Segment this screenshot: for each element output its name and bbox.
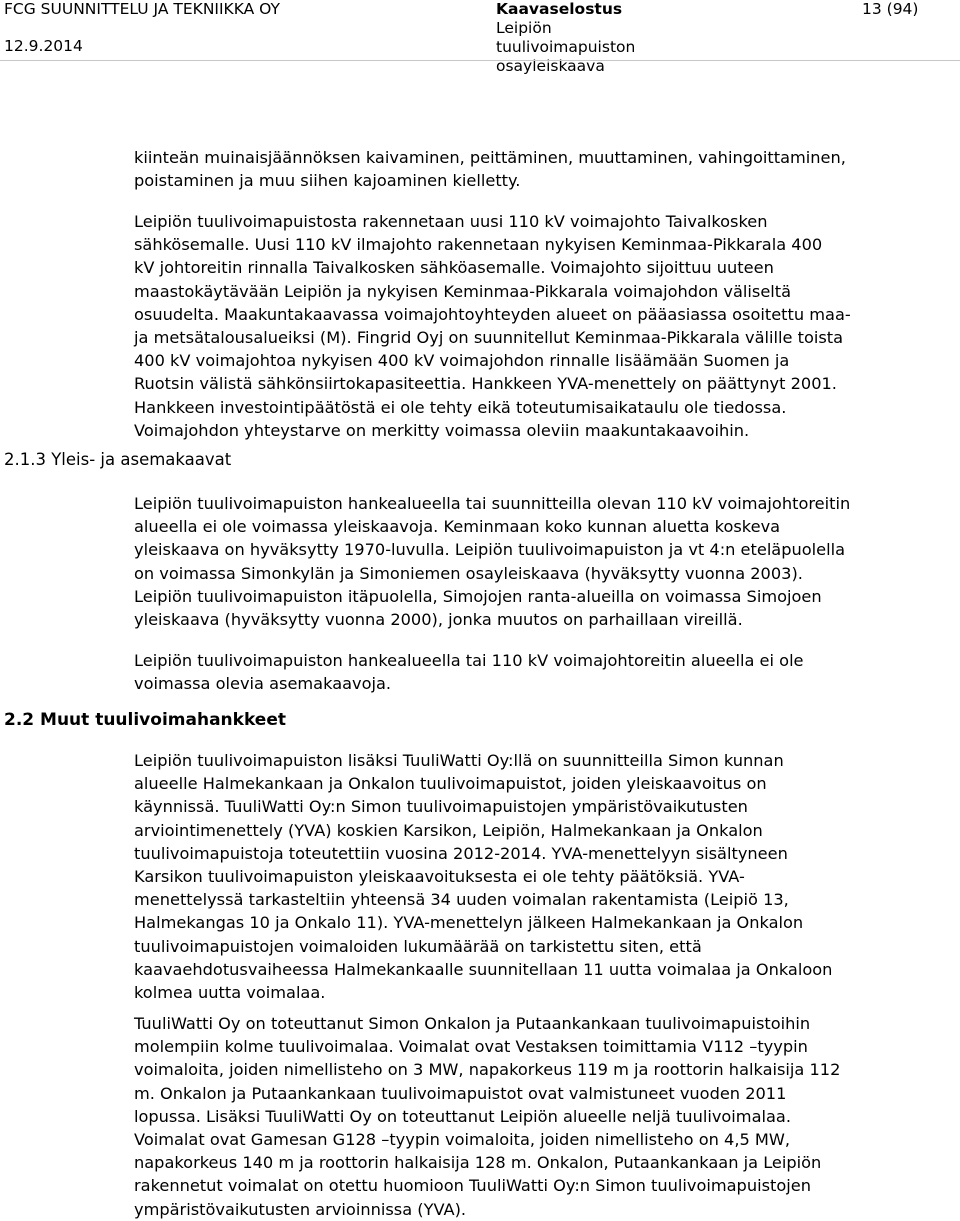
paragraph-yleiskaavat: Leipiön tuulivoimapuiston hankealueella tai suunnitteilla olevan 110 kV voimajohtoreitin alueella ei ole voimassa yleiskaavoja. Keminmaan koko kunnan aluetta koskeva yleiskaava on hyväksytty 1970-luvulla. Leipiön tuulivoimapuiston ja vt 4:n eteläpuolella on voimassa Simonkylän ja Simoniemen osayleiskaava (hyväksytty vuonna 2003). Leipiön tuulivoimapuiston itäpuolella, Simojojen ranta-alueilla on voimassa Simojoen yleiskaava (hyväksytty vuonna 2000), jonka muutos on parhaillaan vireillä. (134, 494, 851, 630)
document-title: Kaavaselostus (496, 0, 623, 18)
paragraph-toteutetut-voimalat: TuuliWatti Oy on toteuttanut Simon Onkalon ja Putaankankaan tuulivoimapuistoihin molempiin kolme tuulivoimalaa. Voimalat ovat Vestaksen toimittamia V112 –tyypin voimaloita, joiden nimellisteho on 3 MW, napakorkeus 119 m ja roottorin halkaisija 112 m. Onkalon ja Putaankankaan tuulivoimapuistot ovat valmistuneet vuoden 2011 lopussa. Lisäksi TuuliWatti Oy on toteuttanut Leipiön alueelle neljä tuulivoimalaa. Voimalat ovat Gamesan G128 –tyypin voimaloita, joiden nimellisteho on 4,5 MW, napakorkeus 140 m ja roottorin halkaisija 128 m. Onkalon, Putaankankaan ja Leipiön rakennetut voimalat on otettu huomioon TuuliWatti Oy:n Simon tuulivoimapuistojen ympäristövaikutusten arvioinnissa (YVA). (134, 1014, 841, 1219)
page-number: 13 (94) (862, 0, 919, 18)
document-subtitle-line-3: osayleiskaava (496, 57, 605, 75)
company-name: FCG SUUNNITTELU JA TEKNIIKKA OY (4, 0, 280, 18)
document-subtitle-line-1: Leipiön (496, 19, 552, 37)
document-title-block (496, 0, 635, 76)
paragraph-tuuliwatti-hankkeet: Leipiön tuulivoimapuiston lisäksi TuuliWatti Oy:llä on suunnitteilla Simon kunnan alueelle Halmekankaan ja Onkalon tuulivoimapuistot, joiden yleiskaavoitus on käynnissä. TuuliWatti Oy:n Simon tuulivoimapuistojen ympäristövaikutusten arviointimenettely (YVA) koskien Karsikon, Leipiön, Halmekankaan ja Onkalon tuulivoimapuistoja toteutettiin vuosina 2012-2014. YVA-menettelyyn sisältyneen Karsikon tuulivoimapuiston yleiskaavoituksesta ei ole tehty päätöksiä. YVA- menettelyssä tarkasteltiin yhteensä 34 uuden voimalan rakentamista (Leipiö 13, Halmekangas 10 ja Onkalo 11). YVA-menettelyn jälkeen Halmekankaan ja Onkalon tuulivoimapuistojen voimaloiden lukumäärää on tarkistettu siten, että kaavaehdotusvaiheessa Halmekankaalle suunnitellaan 11 uutta voimalaa ja Onkaloon kolmea uutta voimalaa. (134, 751, 833, 1003)
paragraph-muinaisjaannos: kiinteän muinaisjäännöksen kaivaminen, peittäminen, muuttaminen, vahingoittaminen, poistaminen ja muu siihen kajoaminen kielletty. (134, 148, 846, 191)
header-divider (0, 60, 960, 61)
document-subtitle-line-2: tuulivoimapuiston (496, 38, 636, 56)
document-date: 12.9.2014 (4, 37, 83, 55)
section-heading-2-1-3: 2.1.3 Yleis- ja asemakaavat (4, 450, 232, 469)
section-heading-2-2: 2.2 Muut tuulivoimahankkeet (4, 710, 286, 730)
paragraph-voimajohto: Leipiön tuulivoimapuistosta rakennetaan uusi 110 kV voimajohto Taivalkosken sähkösemalle. Uusi 110 kV ilmajohto rakennetaan nykyisen Keminmaa-Pikkarala 400 kV johtoreitin rinnalla Taivalkosken sähköasemalle. Voimajohto sijoittuu uuteen maastokäytävään Leipiön ja nykyisen Keminmaa-Pikkarala voimajohdon väliseltä osuudelta. Maakuntakaavassa voimajohtoyhteyden alueet on pääasiassa osoitettu maa- ja metsätalousalueiksi (M). Fingrid Oyj on suunnitellut Keminmaa-Pikkarala välille toista 400 kV voimajohtoa nykyisen 400 kV voimajohdon rinnalle lisäämään Suomen ja Ruotsin välistä sähkönsiirtokapasiteettia. Hankkeen YVA-menettely on päättynyt 2001. Hankkeen investointipäätöstä ei ole tehty eikä toteutumisaikataulu ole tiedossa. Voimajohdon yhteystarve on merkitty voimassa oleviin maakuntakaavoihin. (134, 212, 851, 440)
paragraph-asemakaavat: Leipiön tuulivoimapuiston hankealueella tai 110 kV voimajohtoreitin alueella ei ole voimassa olevia asemakaavoja. (134, 651, 804, 694)
